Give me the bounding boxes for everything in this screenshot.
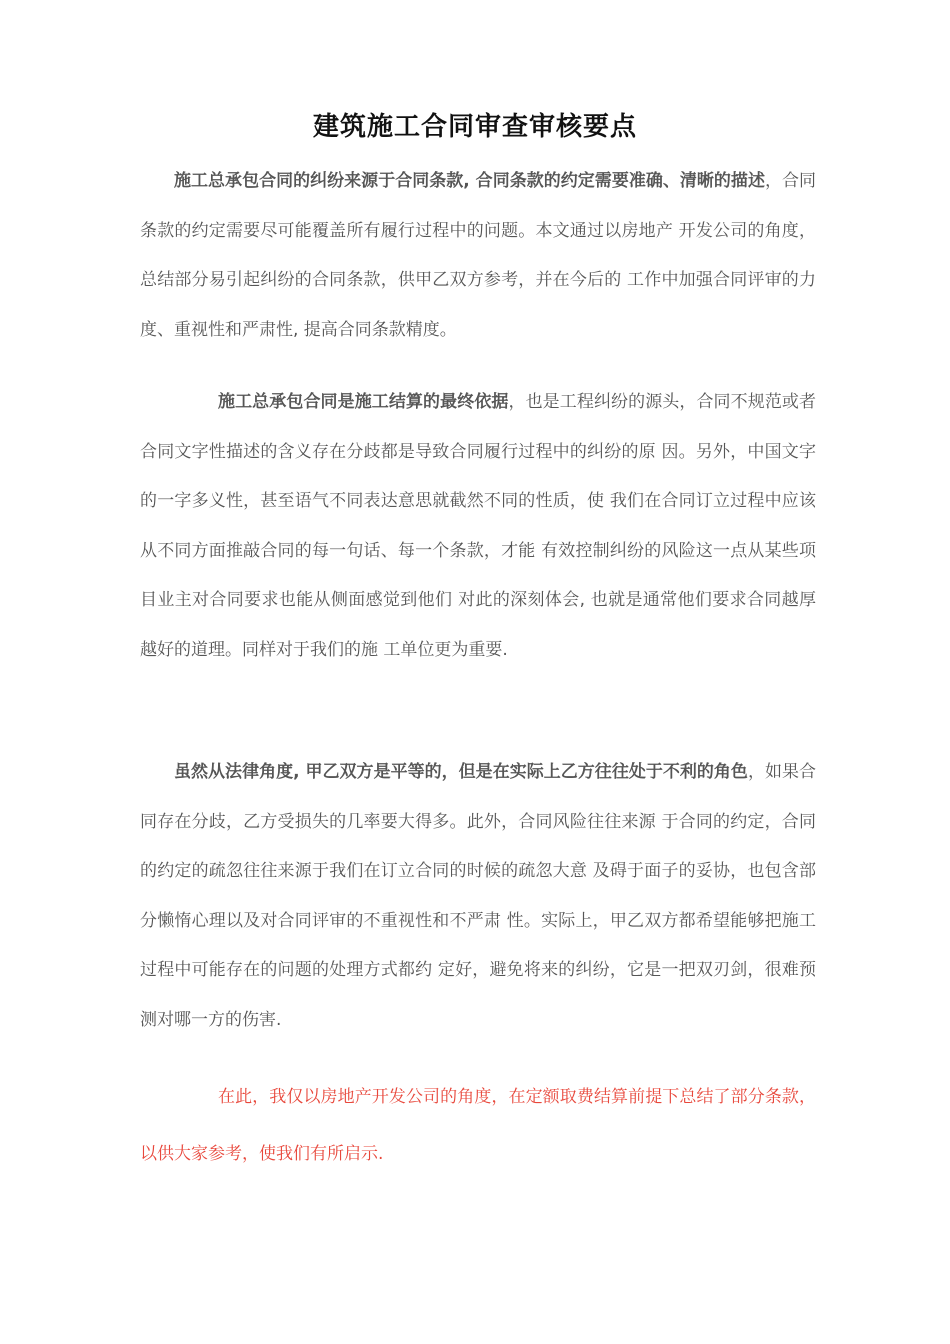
paragraph-3-lead: 虽然从法律角度, 甲乙双方是平等的，但是在实际上乙方往往处于不利的角色: [174, 762, 748, 782]
paragraph-4-highlight: [140, 1069, 816, 1183]
document-title: 建筑施工合同审查审核要点: [312, 112, 637, 143]
paragraph-1-lead: 施工总承包合同的纠纷来源于合同条款, 合同条款的约定需要准确、清晰的描述: [174, 171, 765, 191]
paragraph-2-lead: 施工总承包合同是施工结算的最终依据: [218, 392, 509, 412]
paragraph-4-body: 在此，我仅以房地产开发公司的角度，在定额取费结算前提下总结了部分条款，以供大家参考，使我们有所启示.: [140, 1087, 816, 1164]
paragraph-3: [140, 748, 816, 1046]
paragraph-1: [140, 157, 816, 355]
paragraph-2-body: ，也是工程纠纷的源头，合同不规范或者合同文字性描述的含义存在分歧都是导致合同履行过程中的纠纷的原 因。另外，中国文字的一字多义性，甚至语气不同表达意思就截然不同的性质，使 我们在合同订立过程中应该从不同方面推敲合同的每一句话、每一个条款，才能 有效控制纠纷的风险这一点从某些项目业主对合同要求也能从侧面感觉到他们 对此的深刻体会, 也就是通常他们要求合同越厚越好的道理。同样对于我们的施 工单位更为重要.: [140, 392, 816, 660]
paragraph-3-body: ，如果合同存在分歧，乙方受损失的几率要大得多。此外，合同风险往往来源 于合同的约定，合同的约定的疏忽往往来源于我们在订立合同的时候的疏忽大意 及碍于面子的妥协，也包含部分懒惰心理以及对合同评审的不重视性和不严肃 性。实际上，甲乙双方都希望能够把施工过程中可能存在的问题的处理方式都约 定好，避免将来的纠纷，它是一把双刃剑，很难预测对哪一方的伤害.: [140, 762, 817, 1030]
paragraph-2: [140, 378, 816, 676]
paragraph-1-body: ，合同条款的约定需要尽可能覆盖所有履行过程中的问题。本文通过以房地产 开发公司的角度，总结部分易引起纠纷的合同条款，供甲乙双方参考，并在今后的 工作中加强合同评审的力度、重视性和严肃性, 提高合同条款精度。: [140, 171, 817, 340]
